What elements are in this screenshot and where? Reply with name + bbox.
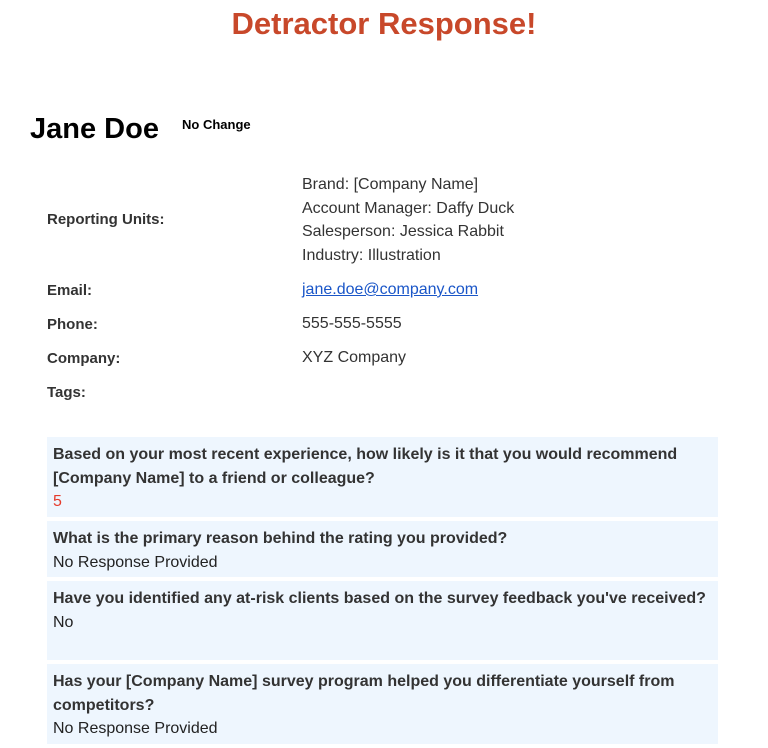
question-text: Has your [Company Name] survey program helped you differentiate yourself from competitors?	[53, 673, 675, 714]
company-label: Company:	[47, 350, 121, 367]
question-card	[47, 437, 718, 517]
tags-label: Tags:	[47, 384, 86, 401]
reporting-unit-industry: Industry: Illustration	[302, 246, 441, 264]
question-text: Have you identified any at-risk clients based on the survey feedback you've received?	[53, 590, 706, 607]
company-value: XYZ Company	[302, 349, 407, 366]
answer-text: No	[53, 613, 74, 631]
answer-score: 5	[53, 493, 62, 510]
question-text: Based on your most recent experience, how likely is it that you would recommend [Company Name] to a friend or colleague?	[53, 446, 678, 487]
reporting-unit-salesperson: Salesperson: Jessica Rabbit	[302, 223, 504, 240]
phone-value: 555-555-5555	[302, 315, 402, 332]
reporting-units-list	[302, 173, 514, 267]
status-badge: No Change	[182, 117, 251, 132]
reporting-units-label: Reporting Units:	[47, 211, 165, 228]
phone-label: Phone:	[47, 316, 98, 333]
reporting-unit-account-manager: Account Manager: Daffy Duck	[302, 199, 515, 217]
question-card	[47, 581, 718, 660]
question-card	[47, 664, 718, 744]
email-label: Email:	[47, 282, 93, 299]
email-link[interactable]: jane.doe@company.com	[302, 281, 479, 298]
question-card	[47, 521, 718, 577]
answer-text: No Response Provided	[53, 720, 218, 737]
page-title: Detractor Response!	[231, 6, 537, 41]
question-text: What is the primary reason behind the rating you provided?	[53, 530, 508, 547]
reporting-unit-brand: Brand: [Company Name]	[302, 176, 479, 193]
answer-text: No Response Provided	[53, 553, 218, 571]
contact-name: Jane Doe	[30, 113, 159, 145]
